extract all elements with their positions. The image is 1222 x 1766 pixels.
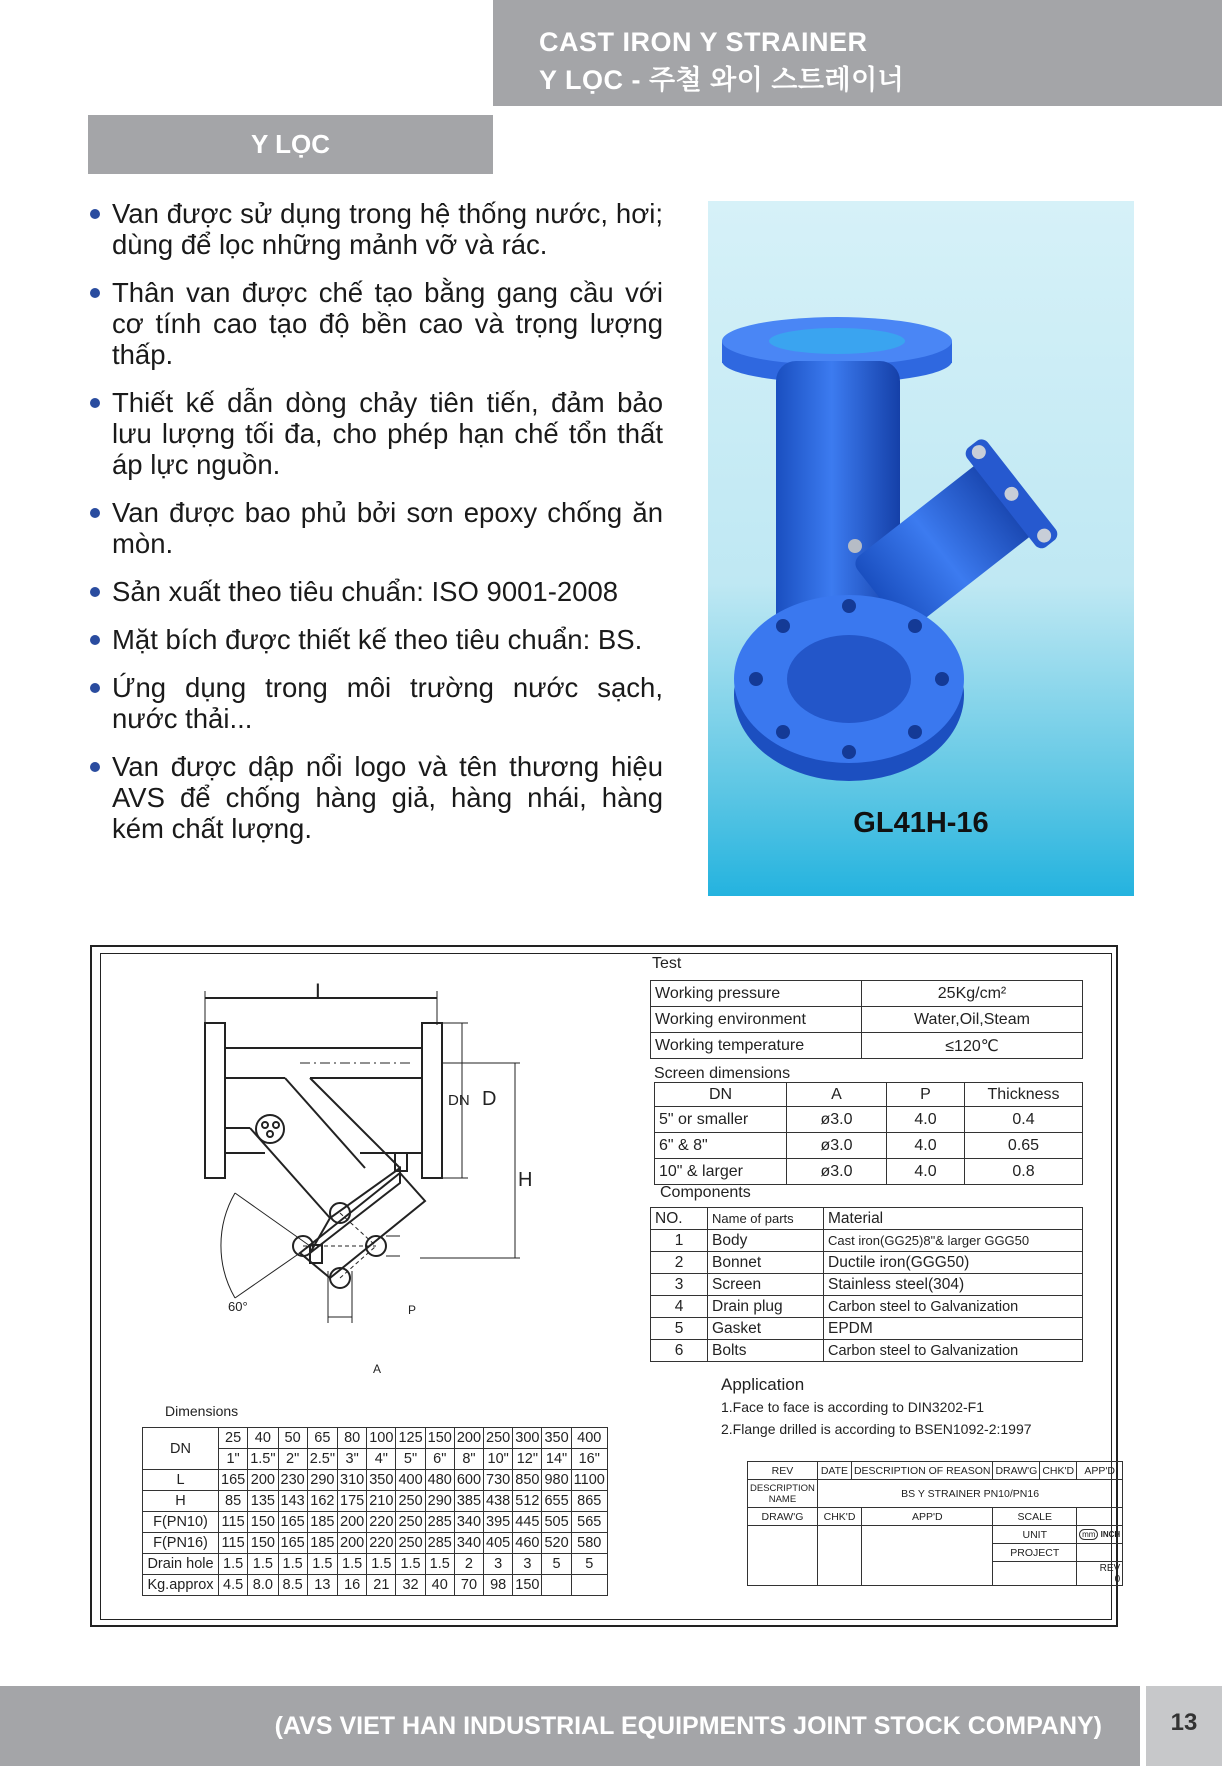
bullet-icon [90, 398, 100, 408]
table-row: DRAW'G CHK'D APP'D SCALE [748, 1508, 1123, 1526]
feature-item: Van được dập nổi logo và tên thương hiệu AVS để chống hàng giả, hàng nhái, hàng kém chất lượng. [88, 751, 663, 844]
table-row: 5 Gasket EPDM [651, 1318, 1083, 1340]
table-row: 1 Body Cast iron(GG25)8"& larger GGG50 [651, 1230, 1083, 1252]
y-strainer-photo-icon [708, 201, 1134, 801]
table-row: 6" & 8" ø3.0 4.0 0.65 [655, 1133, 1083, 1159]
header-subtitle: Y LỌC - 주철 와이 스트레이너 [539, 65, 905, 95]
table-row: Working temperature ≤120℃ [651, 1033, 1083, 1059]
feature-item: Thân van được chế tạo bằng gang cầu với cơ tính cao tạo độ bền cao và trọng lượng thấp. [88, 277, 663, 370]
company-name: (AVS VIET HAN INDUSTRIAL EQUIPMENTS JOINT STOCK COMPANY) [274, 1712, 1102, 1740]
screen-table [654, 1082, 1083, 1185]
table-row: F(PN16) 115 150 165 185 200 220 250 285 340 405 460 520 580 [143, 1533, 608, 1554]
test-title: Test [652, 955, 682, 972]
title-block [747, 1461, 1123, 1586]
table-row: 6 Bolts Carbon steel to Galvanization [651, 1340, 1083, 1362]
dim-label-angle: 60° [228, 1299, 248, 1314]
test-table [650, 980, 1083, 1059]
components-table [650, 1207, 1083, 1362]
table-row: DN A P Thickness [655, 1083, 1083, 1107]
bullet-icon [90, 288, 100, 298]
dimensions-table [142, 1427, 608, 1596]
feature-item: Van được sử dụng trong hệ thống nước, hơi; dùng để lọc những mảnh vỡ và rác. [88, 198, 663, 260]
bullet-icon [90, 635, 100, 645]
screen-title: Screen dimensions [654, 1065, 791, 1082]
table-row: REV DATE DESCRIPTION OF REASON DRAW'G CHK'D APP'D [748, 1462, 1123, 1480]
dim-label-p: P [408, 1303, 417, 1317]
dim-label-l: L [315, 979, 328, 1004]
unit-mm-label: mm [1079, 1529, 1098, 1540]
dim-label-d: D [482, 1088, 497, 1110]
table-row: UNIT mm INCH [748, 1526, 1123, 1544]
application-title: Application [721, 1375, 805, 1394]
bullet-icon [90, 508, 100, 518]
table-row: 10" & larger ø3.0 4.0 0.8 [655, 1159, 1083, 1185]
table-row: H 85 135 143 162 175 210 250 290 385 438 512 655 865 [143, 1491, 608, 1512]
table-row: 4 Drain plug Carbon steel to Galvanization [651, 1296, 1083, 1318]
table-row: DESCRIPTION NAME BS Y STRAINER PN10/PN16 [748, 1480, 1123, 1508]
feature-item: Mặt bích được thiết kế theo tiêu chuẩn: BS. [88, 624, 663, 655]
table-row: REV 0 [748, 1562, 1123, 1586]
table-row: Working environment Water,Oil,Steam [651, 1007, 1083, 1033]
table-row: Drain hole 1.5 1.5 1.5 1.5 1.5 1.5 1.5 1.5 2 3 3 5 5 [143, 1554, 608, 1575]
table-row: NO. Name of parts Material [651, 1208, 1083, 1230]
product-photo [708, 201, 1134, 896]
header-band [493, 0, 1222, 106]
bullet-icon [90, 209, 100, 219]
dimensions-title: Dimensions [165, 1403, 239, 1419]
table-row: PROJECT [748, 1544, 1123, 1562]
table-row: 1" 1.5" 2" 2.5" 3" 4" 5" 6" 8" 10" 12" 14" 16" [143, 1449, 608, 1470]
feature-item: Sản xuất theo tiêu chuẩn: ISO 9001-2008 [88, 576, 663, 607]
application-line: 2.Flange drilled is according to BSEN1092-2:1997 [721, 1421, 1032, 1437]
dim-label-a: A [373, 1362, 382, 1376]
footer-band [0, 1686, 1140, 1766]
table-row: L 165 200 230 290 310 350 400 480 600 730 850 980 1100 [143, 1470, 608, 1491]
table-row: 2 Bonnet Ductile iron(GGG50) [651, 1252, 1083, 1274]
feature-item: Ứng dụng trong môi trường nước sạch, nước thải... [88, 672, 663, 734]
dim-label-dn: DN [448, 1092, 470, 1109]
table-row: 5" or smaller ø3.0 4.0 0.4 [655, 1107, 1083, 1133]
feature-list [88, 198, 663, 861]
feature-item: Thiết kế dẫn dòng chảy tiên tiến, đảm bảo lưu lượng tối đa, cho phép hạn chế tổn thất áp lực nguồn. [88, 387, 663, 480]
table-row: F(PN10) 115 150 165 185 200 220 250 285 340 395 445 505 565 [143, 1512, 608, 1533]
table-row: Kg.approx 4.5 8.0 8.5 13 16 21 32 40 70 98 150 [143, 1575, 608, 1596]
table-row: DN 25 40 50 65 80 100 125 150 200 250 300 350 400 [143, 1428, 608, 1449]
bullet-icon [90, 683, 100, 693]
unit-inch-label: INCH [1100, 1530, 1121, 1539]
bullet-icon [90, 762, 100, 772]
components-title: Components [660, 1184, 751, 1201]
bullet-icon [90, 587, 100, 597]
table-row: Working pressure 25Kg/cm² [651, 981, 1083, 1007]
table-row: 3 Screen Stainless steel(304) [651, 1274, 1083, 1296]
application-line: 1.Face to face is according to DIN3202-F1 [721, 1399, 985, 1415]
feature-item: Van được bao phủ bởi sơn epoxy chống ăn mòn. [88, 497, 663, 559]
page-number: 13 [1146, 1686, 1222, 1766]
strainer-cross-section-icon [100, 953, 660, 1383]
section-title: Y LỌC [88, 115, 493, 174]
header-title: CAST IRON Y STRAINER [539, 27, 868, 57]
dim-label-h: H [518, 1169, 533, 1191]
model-number: GL41H-16 [853, 807, 989, 839]
